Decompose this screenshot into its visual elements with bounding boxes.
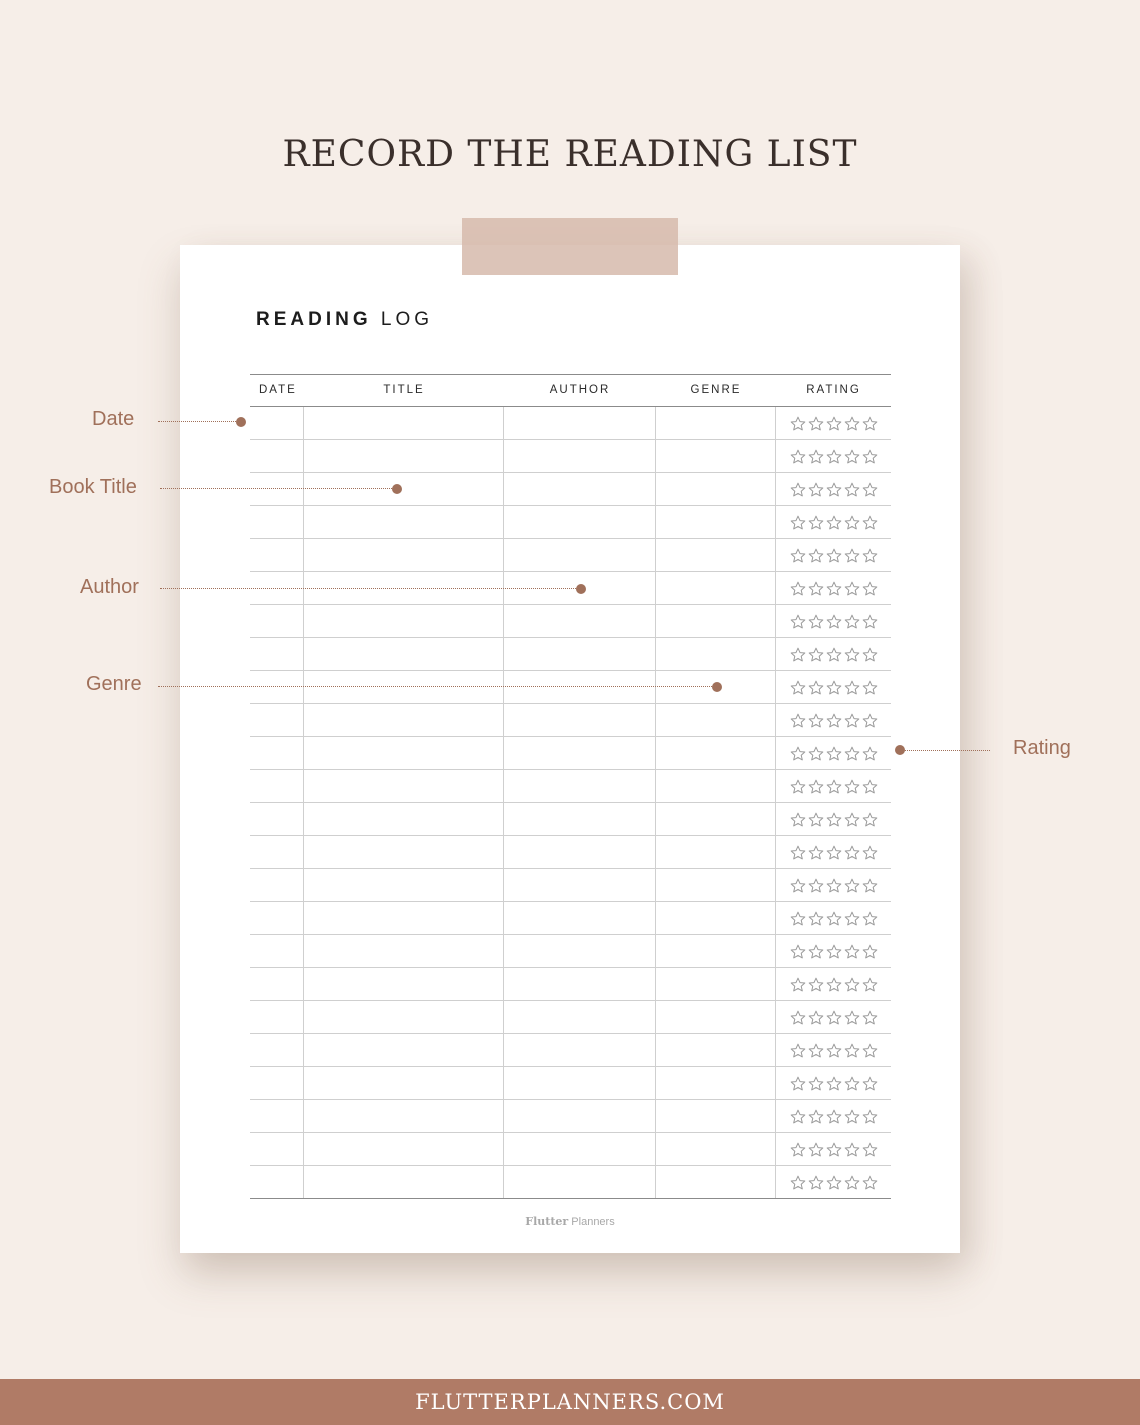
star-icon[interactable] bbox=[808, 416, 824, 431]
title-cell[interactable] bbox=[304, 803, 504, 835]
star-icon[interactable] bbox=[826, 713, 842, 728]
table-row bbox=[250, 473, 891, 506]
header-author: AUTHOR bbox=[549, 384, 611, 396]
title-cell[interactable] bbox=[304, 1166, 504, 1198]
star-icon[interactable] bbox=[790, 977, 806, 992]
date-cell[interactable] bbox=[250, 671, 304, 703]
rating-cell bbox=[776, 935, 891, 967]
title-cell[interactable] bbox=[304, 968, 504, 1000]
rating-cell bbox=[776, 968, 891, 1000]
star-icon[interactable] bbox=[826, 1175, 842, 1190]
star-icon[interactable] bbox=[844, 977, 860, 992]
table-row bbox=[250, 902, 891, 935]
date-cell[interactable] bbox=[250, 1133, 304, 1165]
star-icon[interactable] bbox=[844, 746, 860, 761]
date-cell[interactable] bbox=[250, 440, 304, 472]
genre-cell[interactable] bbox=[656, 440, 776, 472]
genre-cell[interactable] bbox=[656, 1100, 776, 1132]
star-icon[interactable] bbox=[790, 1142, 806, 1157]
star-icon[interactable] bbox=[862, 779, 878, 794]
table-row bbox=[250, 1034, 891, 1067]
star-icon[interactable] bbox=[826, 812, 842, 827]
star-icon[interactable] bbox=[808, 812, 824, 827]
star-icon[interactable] bbox=[844, 581, 860, 596]
star-icon[interactable] bbox=[862, 581, 878, 596]
star-icon[interactable] bbox=[844, 911, 860, 926]
table-row bbox=[250, 704, 891, 737]
page-headline: RECORD THE READING LIST bbox=[282, 134, 858, 175]
star-icon[interactable] bbox=[844, 1142, 860, 1157]
star-icon[interactable] bbox=[826, 878, 842, 893]
title-cell[interactable] bbox=[304, 473, 504, 505]
star-icon[interactable] bbox=[844, 1109, 860, 1124]
rating-cell bbox=[776, 539, 891, 571]
star-icon[interactable] bbox=[808, 977, 824, 992]
star-icon[interactable] bbox=[790, 548, 806, 563]
rating-cell bbox=[776, 1067, 891, 1099]
star-icon[interactable] bbox=[862, 1175, 878, 1190]
table-row bbox=[250, 935, 891, 968]
table-row bbox=[250, 770, 891, 803]
genre-cell[interactable] bbox=[656, 737, 776, 769]
callout-genre-leader bbox=[158, 686, 714, 687]
star-icon[interactable] bbox=[808, 878, 824, 893]
genre-cell[interactable] bbox=[656, 836, 776, 868]
callout-rating-leader bbox=[902, 750, 990, 751]
log-title bbox=[256, 309, 433, 331]
author-cell[interactable] bbox=[504, 1166, 656, 1198]
star-icon[interactable] bbox=[844, 779, 860, 794]
star-icon[interactable] bbox=[790, 845, 806, 860]
genre-cell[interactable] bbox=[656, 704, 776, 736]
rating-cell bbox=[776, 407, 891, 439]
star-icon[interactable] bbox=[826, 779, 842, 794]
star-icon[interactable] bbox=[790, 779, 806, 794]
author-cell[interactable] bbox=[504, 803, 656, 835]
callout-title-label: Book Title bbox=[49, 476, 137, 498]
table-row bbox=[250, 1100, 891, 1133]
star-icon[interactable] bbox=[808, 680, 824, 695]
star-icon[interactable] bbox=[844, 449, 860, 464]
star-icon[interactable] bbox=[844, 878, 860, 893]
star-icon[interactable] bbox=[808, 746, 824, 761]
title-cell[interactable] bbox=[304, 440, 504, 472]
title-cell[interactable] bbox=[304, 836, 504, 868]
author-cell[interactable] bbox=[504, 1067, 656, 1099]
title-cell[interactable] bbox=[304, 605, 504, 637]
date-cell[interactable] bbox=[250, 869, 304, 901]
title-cell[interactable] bbox=[304, 935, 504, 967]
star-icon[interactable] bbox=[862, 680, 878, 695]
genre-cell[interactable] bbox=[656, 539, 776, 571]
star-icon[interactable] bbox=[790, 944, 806, 959]
callout-genre-dot bbox=[712, 682, 722, 692]
callout-genre-label: Genre bbox=[86, 673, 142, 695]
rating-cell bbox=[776, 671, 891, 703]
star-icon[interactable] bbox=[826, 944, 842, 959]
star-icon[interactable] bbox=[808, 845, 824, 860]
title-cell[interactable] bbox=[304, 1100, 504, 1132]
star-icon[interactable] bbox=[862, 548, 878, 563]
date-cell[interactable] bbox=[250, 1034, 304, 1066]
star-icon[interactable] bbox=[808, 1142, 824, 1157]
star-icon[interactable] bbox=[844, 416, 860, 431]
star-icon[interactable] bbox=[862, 482, 878, 497]
star-icon[interactable] bbox=[808, 515, 824, 530]
author-cell[interactable] bbox=[504, 1133, 656, 1165]
author-cell[interactable] bbox=[504, 407, 656, 439]
star-icon[interactable] bbox=[826, 515, 842, 530]
star-icon[interactable] bbox=[808, 1010, 824, 1025]
rating-cell bbox=[776, 1166, 891, 1198]
genre-cell[interactable] bbox=[656, 869, 776, 901]
author-cell[interactable] bbox=[504, 836, 656, 868]
table-row bbox=[250, 737, 891, 770]
star-icon[interactable] bbox=[790, 581, 806, 596]
star-icon[interactable] bbox=[790, 911, 806, 926]
star-icon[interactable] bbox=[826, 1043, 842, 1058]
genre-cell[interactable] bbox=[656, 1166, 776, 1198]
star-icon[interactable] bbox=[808, 449, 824, 464]
star-icon[interactable] bbox=[790, 1010, 806, 1025]
star-icon[interactable] bbox=[826, 614, 842, 629]
star-icon[interactable] bbox=[790, 812, 806, 827]
date-cell[interactable] bbox=[250, 539, 304, 571]
date-cell[interactable] bbox=[250, 506, 304, 538]
star-icon[interactable] bbox=[844, 812, 860, 827]
star-icon[interactable] bbox=[844, 713, 860, 728]
rating-cell bbox=[776, 572, 891, 604]
title-cell[interactable] bbox=[304, 737, 504, 769]
date-cell[interactable] bbox=[250, 704, 304, 736]
genre-cell[interactable] bbox=[656, 803, 776, 835]
author-cell[interactable] bbox=[504, 704, 656, 736]
star-icon[interactable] bbox=[790, 515, 806, 530]
genre-cell[interactable] bbox=[656, 572, 776, 604]
title-cell[interactable] bbox=[304, 671, 504, 703]
star-icon[interactable] bbox=[808, 647, 824, 662]
table-row bbox=[250, 638, 891, 671]
rating-cell bbox=[776, 638, 891, 670]
header-rating: RATING bbox=[806, 384, 861, 396]
author-cell[interactable] bbox=[504, 968, 656, 1000]
header-genre: GENRE bbox=[690, 384, 742, 396]
author-cell[interactable] bbox=[504, 1001, 656, 1033]
date-cell[interactable] bbox=[250, 407, 304, 439]
rating-cell bbox=[776, 506, 891, 538]
date-cell[interactable] bbox=[250, 1166, 304, 1198]
author-cell[interactable] bbox=[504, 473, 656, 505]
footer-website[interactable]: FLUTTERPLANNERS.COM bbox=[0, 1379, 1140, 1425]
table-row bbox=[250, 1001, 891, 1034]
star-icon[interactable] bbox=[826, 845, 842, 860]
washi-tape bbox=[462, 218, 678, 275]
title-cell[interactable] bbox=[304, 1001, 504, 1033]
star-icon[interactable] bbox=[790, 1175, 806, 1190]
star-icon[interactable] bbox=[844, 680, 860, 695]
table-header bbox=[250, 375, 891, 407]
star-icon[interactable] bbox=[826, 746, 842, 761]
star-icon[interactable] bbox=[808, 944, 824, 959]
star-icon[interactable] bbox=[862, 416, 878, 431]
brand-light: Planners bbox=[571, 1216, 615, 1228]
star-icon[interactable] bbox=[808, 1043, 824, 1058]
date-cell[interactable] bbox=[250, 1067, 304, 1099]
star-icon[interactable] bbox=[826, 548, 842, 563]
star-icon[interactable] bbox=[826, 977, 842, 992]
star-icon[interactable] bbox=[844, 1010, 860, 1025]
genre-cell[interactable] bbox=[656, 770, 776, 802]
genre-cell[interactable] bbox=[656, 638, 776, 670]
star-icon[interactable] bbox=[808, 1175, 824, 1190]
table-row bbox=[250, 803, 891, 836]
table-body bbox=[250, 407, 891, 1198]
star-icon[interactable] bbox=[844, 1175, 860, 1190]
date-cell[interactable] bbox=[250, 770, 304, 802]
genre-cell[interactable] bbox=[656, 935, 776, 967]
star-icon[interactable] bbox=[808, 713, 824, 728]
star-icon[interactable] bbox=[790, 647, 806, 662]
rating-cell bbox=[776, 704, 891, 736]
star-icon[interactable] bbox=[790, 482, 806, 497]
star-icon[interactable] bbox=[808, 482, 824, 497]
table-row bbox=[250, 836, 891, 869]
star-icon[interactable] bbox=[862, 647, 878, 662]
star-icon[interactable] bbox=[844, 1043, 860, 1058]
author-cell[interactable] bbox=[504, 638, 656, 670]
star-icon[interactable] bbox=[826, 1142, 842, 1157]
star-icon[interactable] bbox=[790, 1109, 806, 1124]
title-cell[interactable] bbox=[304, 1133, 504, 1165]
star-icon[interactable] bbox=[790, 746, 806, 761]
star-icon[interactable] bbox=[844, 548, 860, 563]
star-icon[interactable] bbox=[862, 944, 878, 959]
table-row bbox=[250, 1067, 891, 1100]
genre-cell[interactable] bbox=[656, 506, 776, 538]
star-icon[interactable] bbox=[862, 1043, 878, 1058]
date-cell[interactable] bbox=[250, 638, 304, 670]
date-cell[interactable] bbox=[250, 1100, 304, 1132]
star-icon[interactable] bbox=[826, 1109, 842, 1124]
star-icon[interactable] bbox=[862, 614, 878, 629]
date-cell[interactable] bbox=[250, 803, 304, 835]
title-cell[interactable] bbox=[304, 869, 504, 901]
star-icon[interactable] bbox=[862, 878, 878, 893]
star-icon[interactable] bbox=[790, 680, 806, 695]
rating-cell bbox=[776, 770, 891, 802]
star-icon[interactable] bbox=[862, 1109, 878, 1124]
star-icon[interactable] bbox=[826, 680, 842, 695]
date-cell[interactable] bbox=[250, 1001, 304, 1033]
author-cell[interactable] bbox=[504, 770, 656, 802]
star-icon[interactable] bbox=[808, 1076, 824, 1091]
genre-cell[interactable] bbox=[656, 902, 776, 934]
table-row bbox=[250, 407, 891, 440]
star-icon[interactable] bbox=[808, 614, 824, 629]
genre-cell[interactable] bbox=[656, 1001, 776, 1033]
star-icon[interactable] bbox=[826, 416, 842, 431]
star-icon[interactable] bbox=[862, 713, 878, 728]
star-icon[interactable] bbox=[790, 878, 806, 893]
rating-cell bbox=[776, 869, 891, 901]
rating-cell bbox=[776, 1034, 891, 1066]
callout-title-dot bbox=[392, 484, 402, 494]
genre-cell[interactable] bbox=[656, 1067, 776, 1099]
rating-cell bbox=[776, 737, 891, 769]
date-cell[interactable] bbox=[250, 473, 304, 505]
author-cell[interactable] bbox=[504, 737, 656, 769]
star-icon[interactable] bbox=[862, 449, 878, 464]
header-title: TITLE bbox=[383, 384, 425, 396]
title-cell[interactable] bbox=[304, 539, 504, 571]
star-icon[interactable] bbox=[790, 1043, 806, 1058]
star-icon[interactable] bbox=[862, 845, 878, 860]
date-cell[interactable] bbox=[250, 836, 304, 868]
genre-cell[interactable] bbox=[656, 1133, 776, 1165]
star-icon[interactable] bbox=[862, 911, 878, 926]
star-icon[interactable] bbox=[862, 1142, 878, 1157]
table-row bbox=[250, 440, 891, 473]
author-cell[interactable] bbox=[504, 935, 656, 967]
callout-rating-label: Rating bbox=[1013, 737, 1071, 759]
brand-mark bbox=[180, 1215, 960, 1228]
date-cell[interactable] bbox=[250, 605, 304, 637]
star-icon[interactable] bbox=[826, 482, 842, 497]
rating-cell bbox=[776, 440, 891, 472]
genre-cell[interactable] bbox=[656, 473, 776, 505]
author-cell[interactable] bbox=[504, 671, 656, 703]
star-icon[interactable] bbox=[826, 647, 842, 662]
star-icon[interactable] bbox=[790, 614, 806, 629]
star-icon[interactable] bbox=[808, 911, 824, 926]
star-icon[interactable] bbox=[808, 581, 824, 596]
title-cell[interactable] bbox=[304, 770, 504, 802]
rating-cell bbox=[776, 1001, 891, 1033]
log-title-bold: READING bbox=[256, 309, 372, 330]
table-row bbox=[250, 1133, 891, 1166]
callout-title-leader bbox=[160, 488, 394, 489]
star-icon[interactable] bbox=[844, 482, 860, 497]
date-cell[interactable] bbox=[250, 737, 304, 769]
author-cell[interactable] bbox=[504, 440, 656, 472]
callout-author-label: Author bbox=[80, 576, 139, 598]
rating-cell bbox=[776, 803, 891, 835]
star-icon[interactable] bbox=[862, 1076, 878, 1091]
star-icon[interactable] bbox=[826, 1076, 842, 1091]
genre-cell[interactable] bbox=[656, 605, 776, 637]
star-icon[interactable] bbox=[808, 779, 824, 794]
star-icon[interactable] bbox=[808, 548, 824, 563]
date-cell[interactable] bbox=[250, 902, 304, 934]
author-cell[interactable] bbox=[504, 539, 656, 571]
title-cell[interactable] bbox=[304, 902, 504, 934]
callout-author-dot bbox=[576, 584, 586, 594]
callout-date-leader bbox=[158, 421, 238, 422]
rating-cell bbox=[776, 836, 891, 868]
log-title-light: LOG bbox=[380, 309, 434, 330]
star-icon[interactable] bbox=[844, 944, 860, 959]
star-icon[interactable] bbox=[844, 1076, 860, 1091]
star-icon[interactable] bbox=[790, 1076, 806, 1091]
star-icon[interactable] bbox=[844, 845, 860, 860]
star-icon[interactable] bbox=[862, 977, 878, 992]
star-icon[interactable] bbox=[862, 812, 878, 827]
rating-cell bbox=[776, 473, 891, 505]
star-icon[interactable] bbox=[862, 515, 878, 530]
date-cell[interactable] bbox=[250, 935, 304, 967]
star-icon[interactable] bbox=[826, 581, 842, 596]
reading-log-sheet bbox=[180, 245, 960, 1253]
author-cell[interactable] bbox=[504, 902, 656, 934]
table-row bbox=[250, 539, 891, 572]
star-icon[interactable] bbox=[844, 614, 860, 629]
title-cell[interactable] bbox=[304, 1067, 504, 1099]
table-row bbox=[250, 869, 891, 902]
table-row bbox=[250, 671, 891, 704]
author-cell[interactable] bbox=[504, 605, 656, 637]
table-row bbox=[250, 506, 891, 539]
rating-cell bbox=[776, 1100, 891, 1132]
rating-cell bbox=[776, 902, 891, 934]
star-icon[interactable] bbox=[862, 746, 878, 761]
genre-cell[interactable] bbox=[656, 407, 776, 439]
brand-bold: Flutter bbox=[525, 1215, 569, 1228]
callout-date-label: Date bbox=[92, 408, 135, 430]
genre-cell[interactable] bbox=[656, 968, 776, 1000]
title-cell[interactable] bbox=[304, 704, 504, 736]
genre-cell[interactable] bbox=[656, 1034, 776, 1066]
author-cell[interactable] bbox=[504, 1034, 656, 1066]
header-date: DATE bbox=[259, 384, 297, 396]
title-cell[interactable] bbox=[304, 638, 504, 670]
author-cell[interactable] bbox=[504, 506, 656, 538]
star-icon[interactable] bbox=[826, 911, 842, 926]
reading-log-table bbox=[250, 374, 891, 1199]
callout-author-leader bbox=[160, 588, 578, 589]
star-icon[interactable] bbox=[844, 515, 860, 530]
star-icon[interactable] bbox=[826, 449, 842, 464]
star-icon[interactable] bbox=[862, 1010, 878, 1025]
star-icon[interactable] bbox=[808, 1109, 824, 1124]
star-icon[interactable] bbox=[826, 1010, 842, 1025]
star-icon[interactable] bbox=[844, 647, 860, 662]
title-cell[interactable] bbox=[304, 1034, 504, 1066]
date-cell[interactable] bbox=[250, 968, 304, 1000]
star-icon[interactable] bbox=[790, 416, 806, 431]
rating-cell bbox=[776, 1133, 891, 1165]
author-cell[interactable] bbox=[504, 869, 656, 901]
table-row bbox=[250, 1166, 891, 1198]
star-icon[interactable] bbox=[790, 713, 806, 728]
author-cell[interactable] bbox=[504, 1100, 656, 1132]
title-cell[interactable] bbox=[304, 407, 504, 439]
table-row bbox=[250, 605, 891, 638]
table-row bbox=[250, 968, 891, 1001]
rating-cell bbox=[776, 605, 891, 637]
star-icon[interactable] bbox=[790, 449, 806, 464]
title-cell[interactable] bbox=[304, 506, 504, 538]
callout-date-dot bbox=[236, 417, 246, 427]
